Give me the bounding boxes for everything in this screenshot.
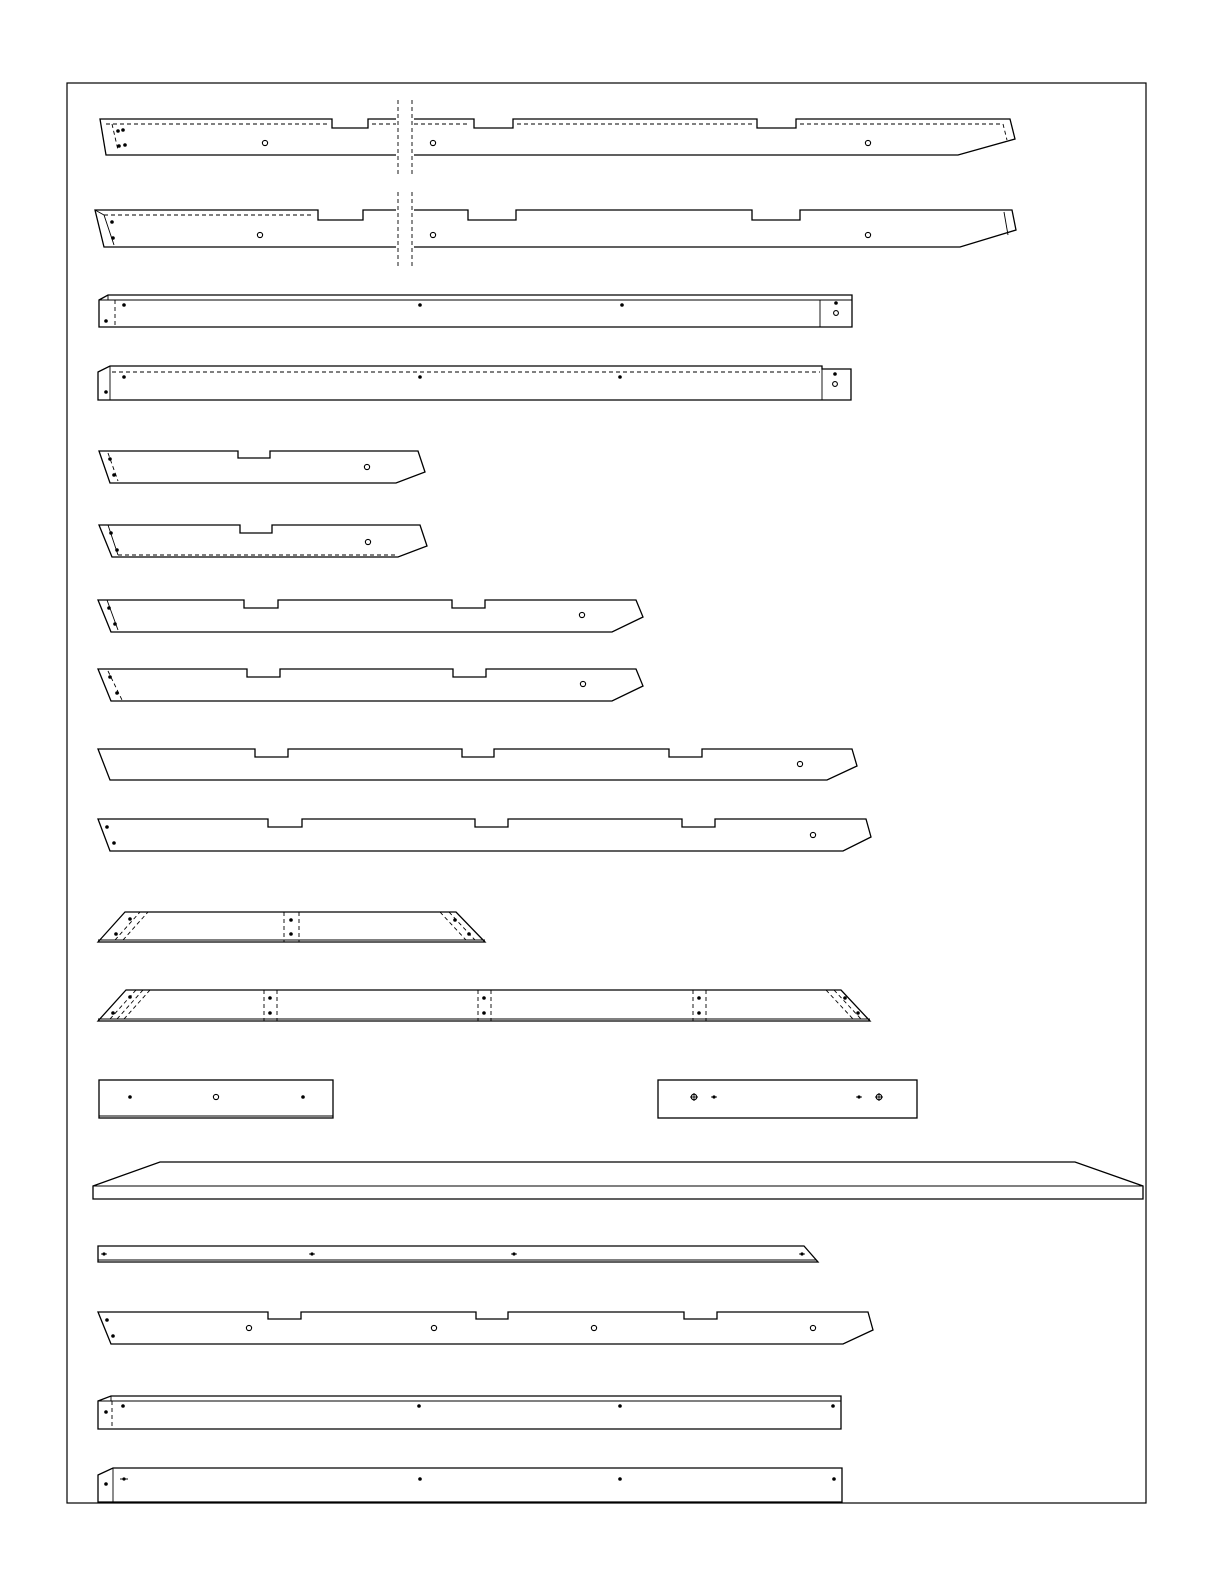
part-angled-brace-long <box>98 990 870 1021</box>
part-straight-beam-c <box>98 1396 841 1429</box>
part-long-triple-notch-b <box>98 819 871 851</box>
part-short-notched-a <box>99 451 425 483</box>
part-angled-brace-short <box>98 912 485 942</box>
part-small-plate-left <box>99 1080 333 1118</box>
part-long-notched-rail-top <box>100 100 1015 176</box>
part-medium-double-notch-b <box>98 669 643 701</box>
part-straight-beam-b <box>98 366 851 400</box>
part-small-plate-right <box>658 1080 917 1118</box>
part-medium-double-notch-a <box>98 600 643 632</box>
part-long-triple-notch-bolted <box>98 1312 873 1344</box>
part-thin-strip <box>98 1246 818 1262</box>
part-long-notched-rail-second <box>95 192 1016 266</box>
part-straight-beam-d <box>98 1468 842 1502</box>
part-long-triple-notch-a <box>98 749 857 780</box>
part-straight-beam-a <box>99 295 852 327</box>
part-wide-trapezoid-board <box>93 1162 1143 1199</box>
part-short-notched-b <box>99 525 427 557</box>
